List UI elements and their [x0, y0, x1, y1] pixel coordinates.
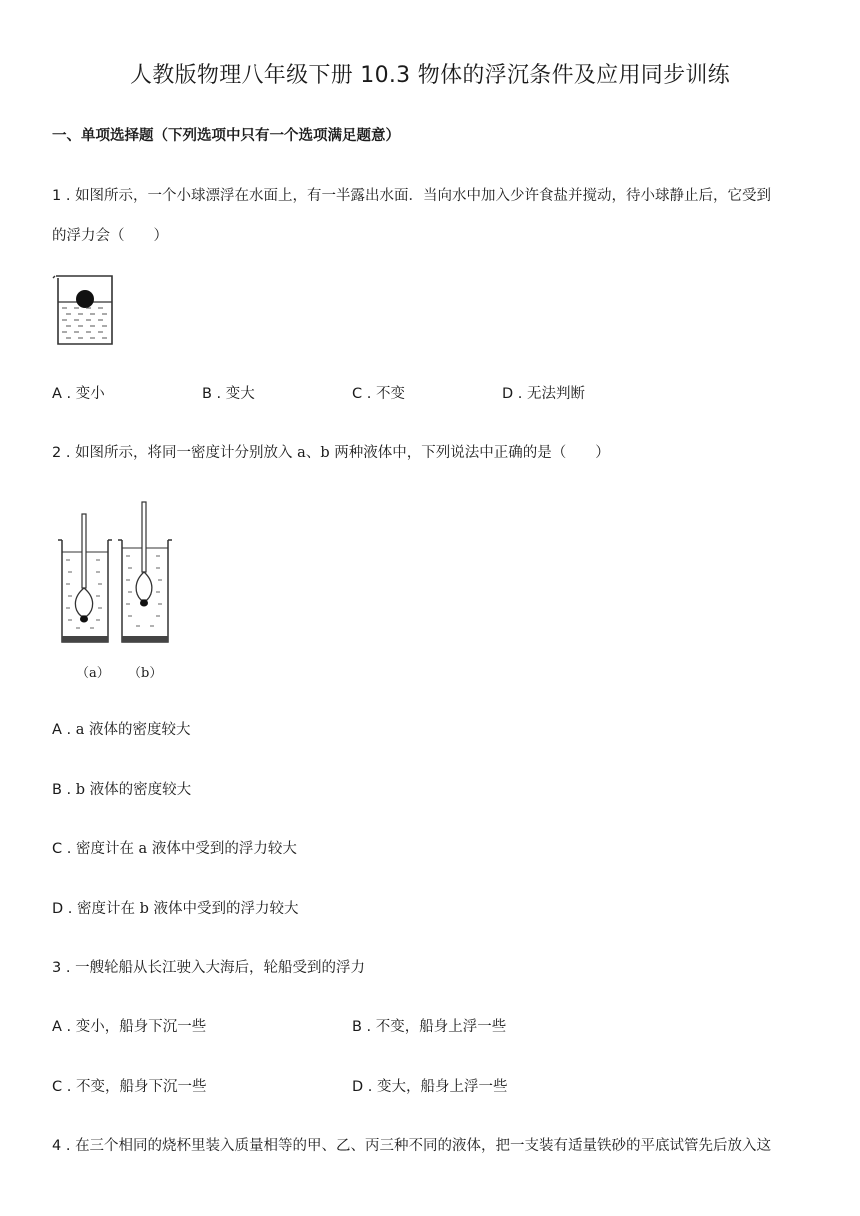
q2-hydrometer-figure	[56, 500, 176, 686]
question-number: 2	[52, 445, 62, 461]
q1-option-d[interactable]: D . 无法判断	[502, 386, 585, 402]
question-stem: 在三个相同的烧杯里装入质量相等的甲、乙、丙三种不同的液体，把一支装有适量铁砂的平底试管先后放入这	[75, 1138, 772, 1154]
q1-option-b[interactable]: B . 变大	[202, 386, 255, 402]
q3-option-c[interactable]: C . 不变，船身下沉一些	[52, 1079, 207, 1095]
q3-option-b[interactable]: B . 不变，船身上浮一些	[352, 1019, 507, 1035]
question-number: 3	[52, 960, 62, 976]
q1-option-c[interactable]: C . 不变	[352, 386, 405, 402]
question-stem: 一艘轮船从长江驶入大海后，轮船受到的浮力	[75, 960, 366, 976]
question-stem: 如图所示，一个小球漂浮在水面上，有一半露出水面．当向水中加入少许食盐并搅动，待小球静止后，它受到	[75, 188, 772, 204]
question-4-line-1: 4 . 在三个相同的烧杯里装入质量相等的甲、乙、丙三种不同的液体，把一支装有适量铁砂的平底试管先后放入这	[52, 1138, 772, 1154]
section-heading: 一、单项选择题（下列选项中只有一个选项满足题意）	[52, 128, 400, 144]
figure-label-a: （a）	[76, 666, 110, 681]
question-1-line-2: 的浮力会（ ）	[52, 228, 168, 244]
question-1-line-1: 1 . 如图所示，一个小球漂浮在水面上，有一半露出水面．当向水中加入少许食盐并搅动，待小球静止后，它受到	[52, 188, 772, 204]
page-title: 人教版物理八年级下册 10.3 物体的浮沉条件及应用同步训练	[130, 63, 730, 88]
q3-option-d[interactable]: D . 变大，船身上浮一些	[352, 1079, 508, 1095]
question-stem: 如图所示，将同一密度计分别放入 a、b 两种液体中，下列说法中正确的是（ ）	[75, 445, 610, 461]
question-2-line-1: 2 . 如图所示，将同一密度计分别放入 a、b 两种液体中，下列说法中正确的是（ ）	[52, 445, 610, 461]
question-number: 4	[52, 1138, 62, 1154]
figure-label-b: （b）	[128, 666, 163, 681]
q1-beaker-figure	[52, 272, 118, 352]
q3-option-a[interactable]: A . 变小，船身下沉一些	[52, 1019, 207, 1035]
q2-option-d[interactable]: D . 密度计在 b 液体中受到的浮力较大	[52, 901, 299, 917]
q2-option-c[interactable]: C . 密度计在 a 液体中受到的浮力较大	[52, 841, 297, 857]
q1-option-a[interactable]: A . 变小	[52, 386, 105, 402]
q2-option-a[interactable]: A . a 液体的密度较大	[52, 722, 191, 738]
question-number: 1	[52, 188, 62, 204]
question-3-line-1: 3 . 一艘轮船从长江驶入大海后，轮船受到的浮力	[52, 960, 366, 976]
q2-option-b[interactable]: B . b 液体的密度较大	[52, 782, 192, 798]
